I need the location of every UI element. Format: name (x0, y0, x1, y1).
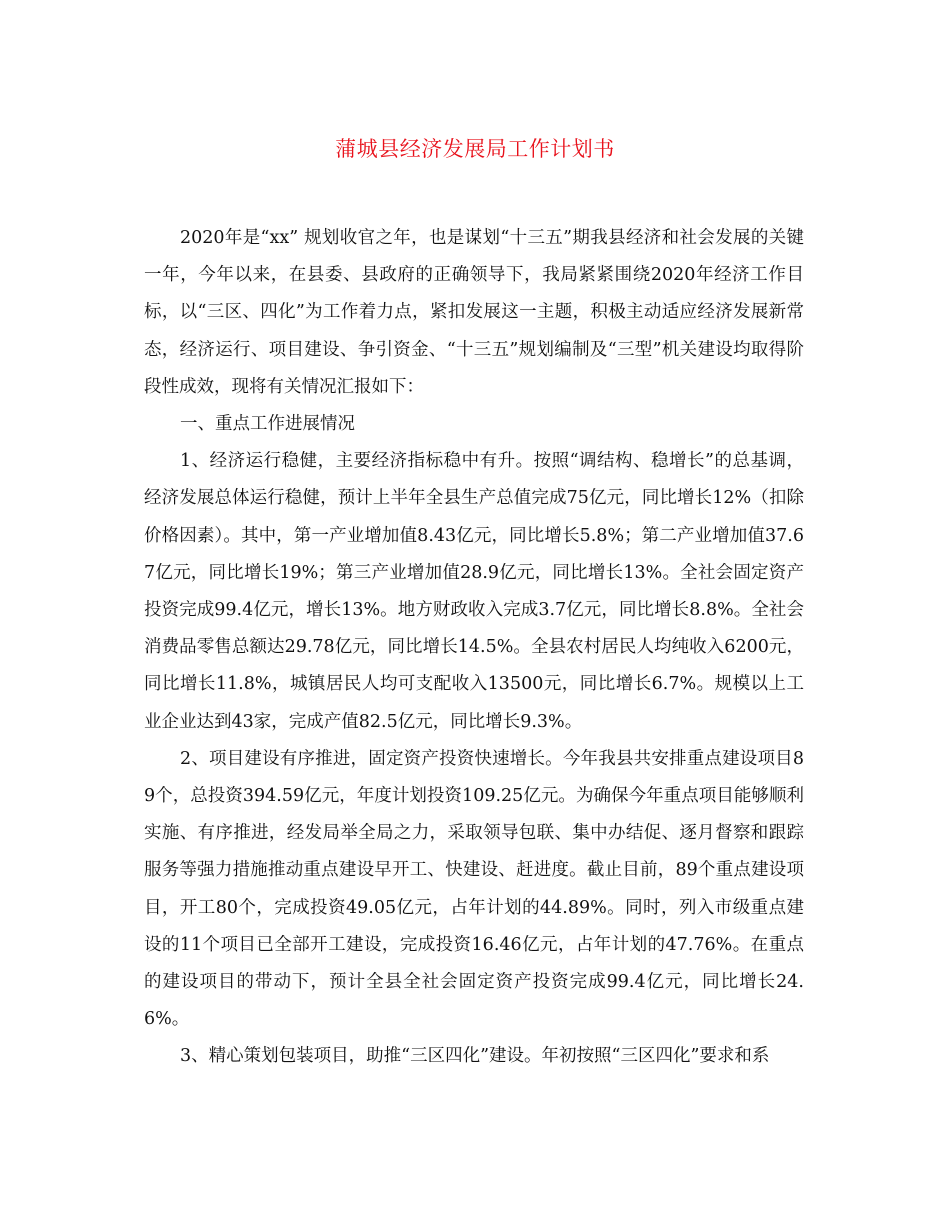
paragraph-project-planning: 3、精心策划包装项目，助推“三区四化”建设。年初按照“三区四化”要求和系 (180, 1046, 770, 1067)
paragraph-economic-operation: 1、经济运行稳健，主要经济指标稳中有升。按照“调结构、稳增长”的总基调，经济发展总体运行稳健，预计上半年全县生产总值完成75亿元，同比增长12%（扣除价格因素）。其中，第一产业增加值8.43亿元，同比增长5.8%；第二产业增加值37.67亿元，同比增长19%；第三产业增加值28.9亿元，同比增长13%。全社会固定资产投资完成99.4亿元，增长13%。地方财政收入完成3.7亿元，同比增长8.8%。全社会消费品零售总额达29.78亿元，同比增长14.5%。全县农村居民人均纯收入6200元，同比增长11.8%，城镇居民人均可支配收入13500元，同比增长6.7%。规模以上工业企业达到43家，完成产值82.5亿元，同比增长9.3%。 (144, 451, 804, 732)
document-title: 蒲城县经济发展局工作计划书 (335, 137, 615, 161)
paragraph-intro: 2020年是“xx” 规划收官之年，也是谋划“十三五”期我县经济和社会发展的关键一年，今年以来，在县委、县政府的正确领导下，我局紧紧围绕2020年经济工作目标，以“三区、四化”为工作着力点，紧扣发展这一主题，积极主动适应经济发展新常态，经济运行、项目建设、争引资金、“十三五”规划编制及“三型”机关建设均取得阶段性成效，现将有关情况汇报如下： (144, 228, 804, 397)
document-body (144, 220, 804, 1076)
section-heading-progress: 一、重点工作进展情况 (180, 414, 355, 435)
paragraph-project-construction: 2、项目建设有序推进，固定资产投资快速增长。今年我县共安排重点建设项目89个，总投资394.59亿元，年度计划投资109.25亿元。为确保今年重点项目能够顺利实施、有序推进，经发局举全局之力，采取领导包联、集中办结促、逐月督察和跟踪服务等强力措施推动重点建设早开工、快建设、赶进度。截止目前，89个重点建设项目，开工80个，完成投资49.05亿元，占年计划的44.89%。同时，列入市级重点建设的11个项目已全部开工建设，完成投资16.46亿元，占年计划的47.76%。在重点的建设项目的带动下，预计全县全社会固定资产投资完成99.4亿元，同比增长24.6%。 (144, 748, 804, 1030)
